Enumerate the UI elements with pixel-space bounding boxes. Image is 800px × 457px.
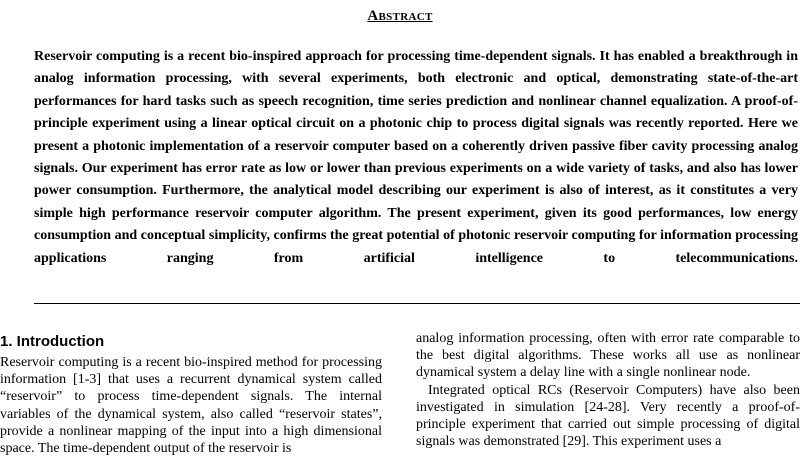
introduction-paragraph-continued: analog information processing, often with error rate comparable to the best digital algorithms. These works all use as nonlinear dynamical system a delay line with a single nonlinear node. [416,331,800,381]
introduction-paragraph-1: Reservoir computing is a recent bio-inspired method for processing information [1-3] that uses a recurrent dynamical system called “reservoir” to process time-dependent signals. The internal variables of the dynamical system, also called “reservoir states”, provide a nonlinear mapping of the input into a high dimensional space. The time-dependent output of the reservoir is [0,355,382,457]
introduction-paragraph-2: Integrated optical RCs (Reservoir Computers) have also been investigated in simulation [24-28]. Very recently a proof-of-principle experiment that carried out simple processing of digital signals was demonstrated [29]. This experiment uses a [416,382,800,450]
right-column [416,330,800,450]
left-column [0,354,382,457]
abstract-text: Reservoir computing is a recent bio-inspired approach for processing time-dependent signals. It has enabled a breakthrough in analog information processing, with several experiments, both electronic and optical, demonstrating state-of-the-art performances for hard tasks such as speech recognition, time series prediction and nonlinear channel equalization. A proof-of-principle experiment using a linear optical circuit on a photonic chip to process digital signals was recently reported. Here we present a photonic implementation of a reservoir computer based on a coherently driven passive fiber cavity processing analog signals. Our experiment has error rate as low or lower than previous experiments on a wide variety of tasks, and also has lower power consumption. Furthermore, the analytical model describing our experiment is also of interest, as it constitutes a very simple high performance reservoir computer algorithm. The present experiment, given its good performances, low energy consumption and conceptual simplicity, confirms the great potential of photonic reservoir computing for information processing applications ranging from artificial intelligence to telecommunications. [34,49,798,266]
abstract-heading: Abstract [367,8,433,24]
introduction-heading: 1. Introduction [0,333,105,350]
section-divider [34,303,800,304]
